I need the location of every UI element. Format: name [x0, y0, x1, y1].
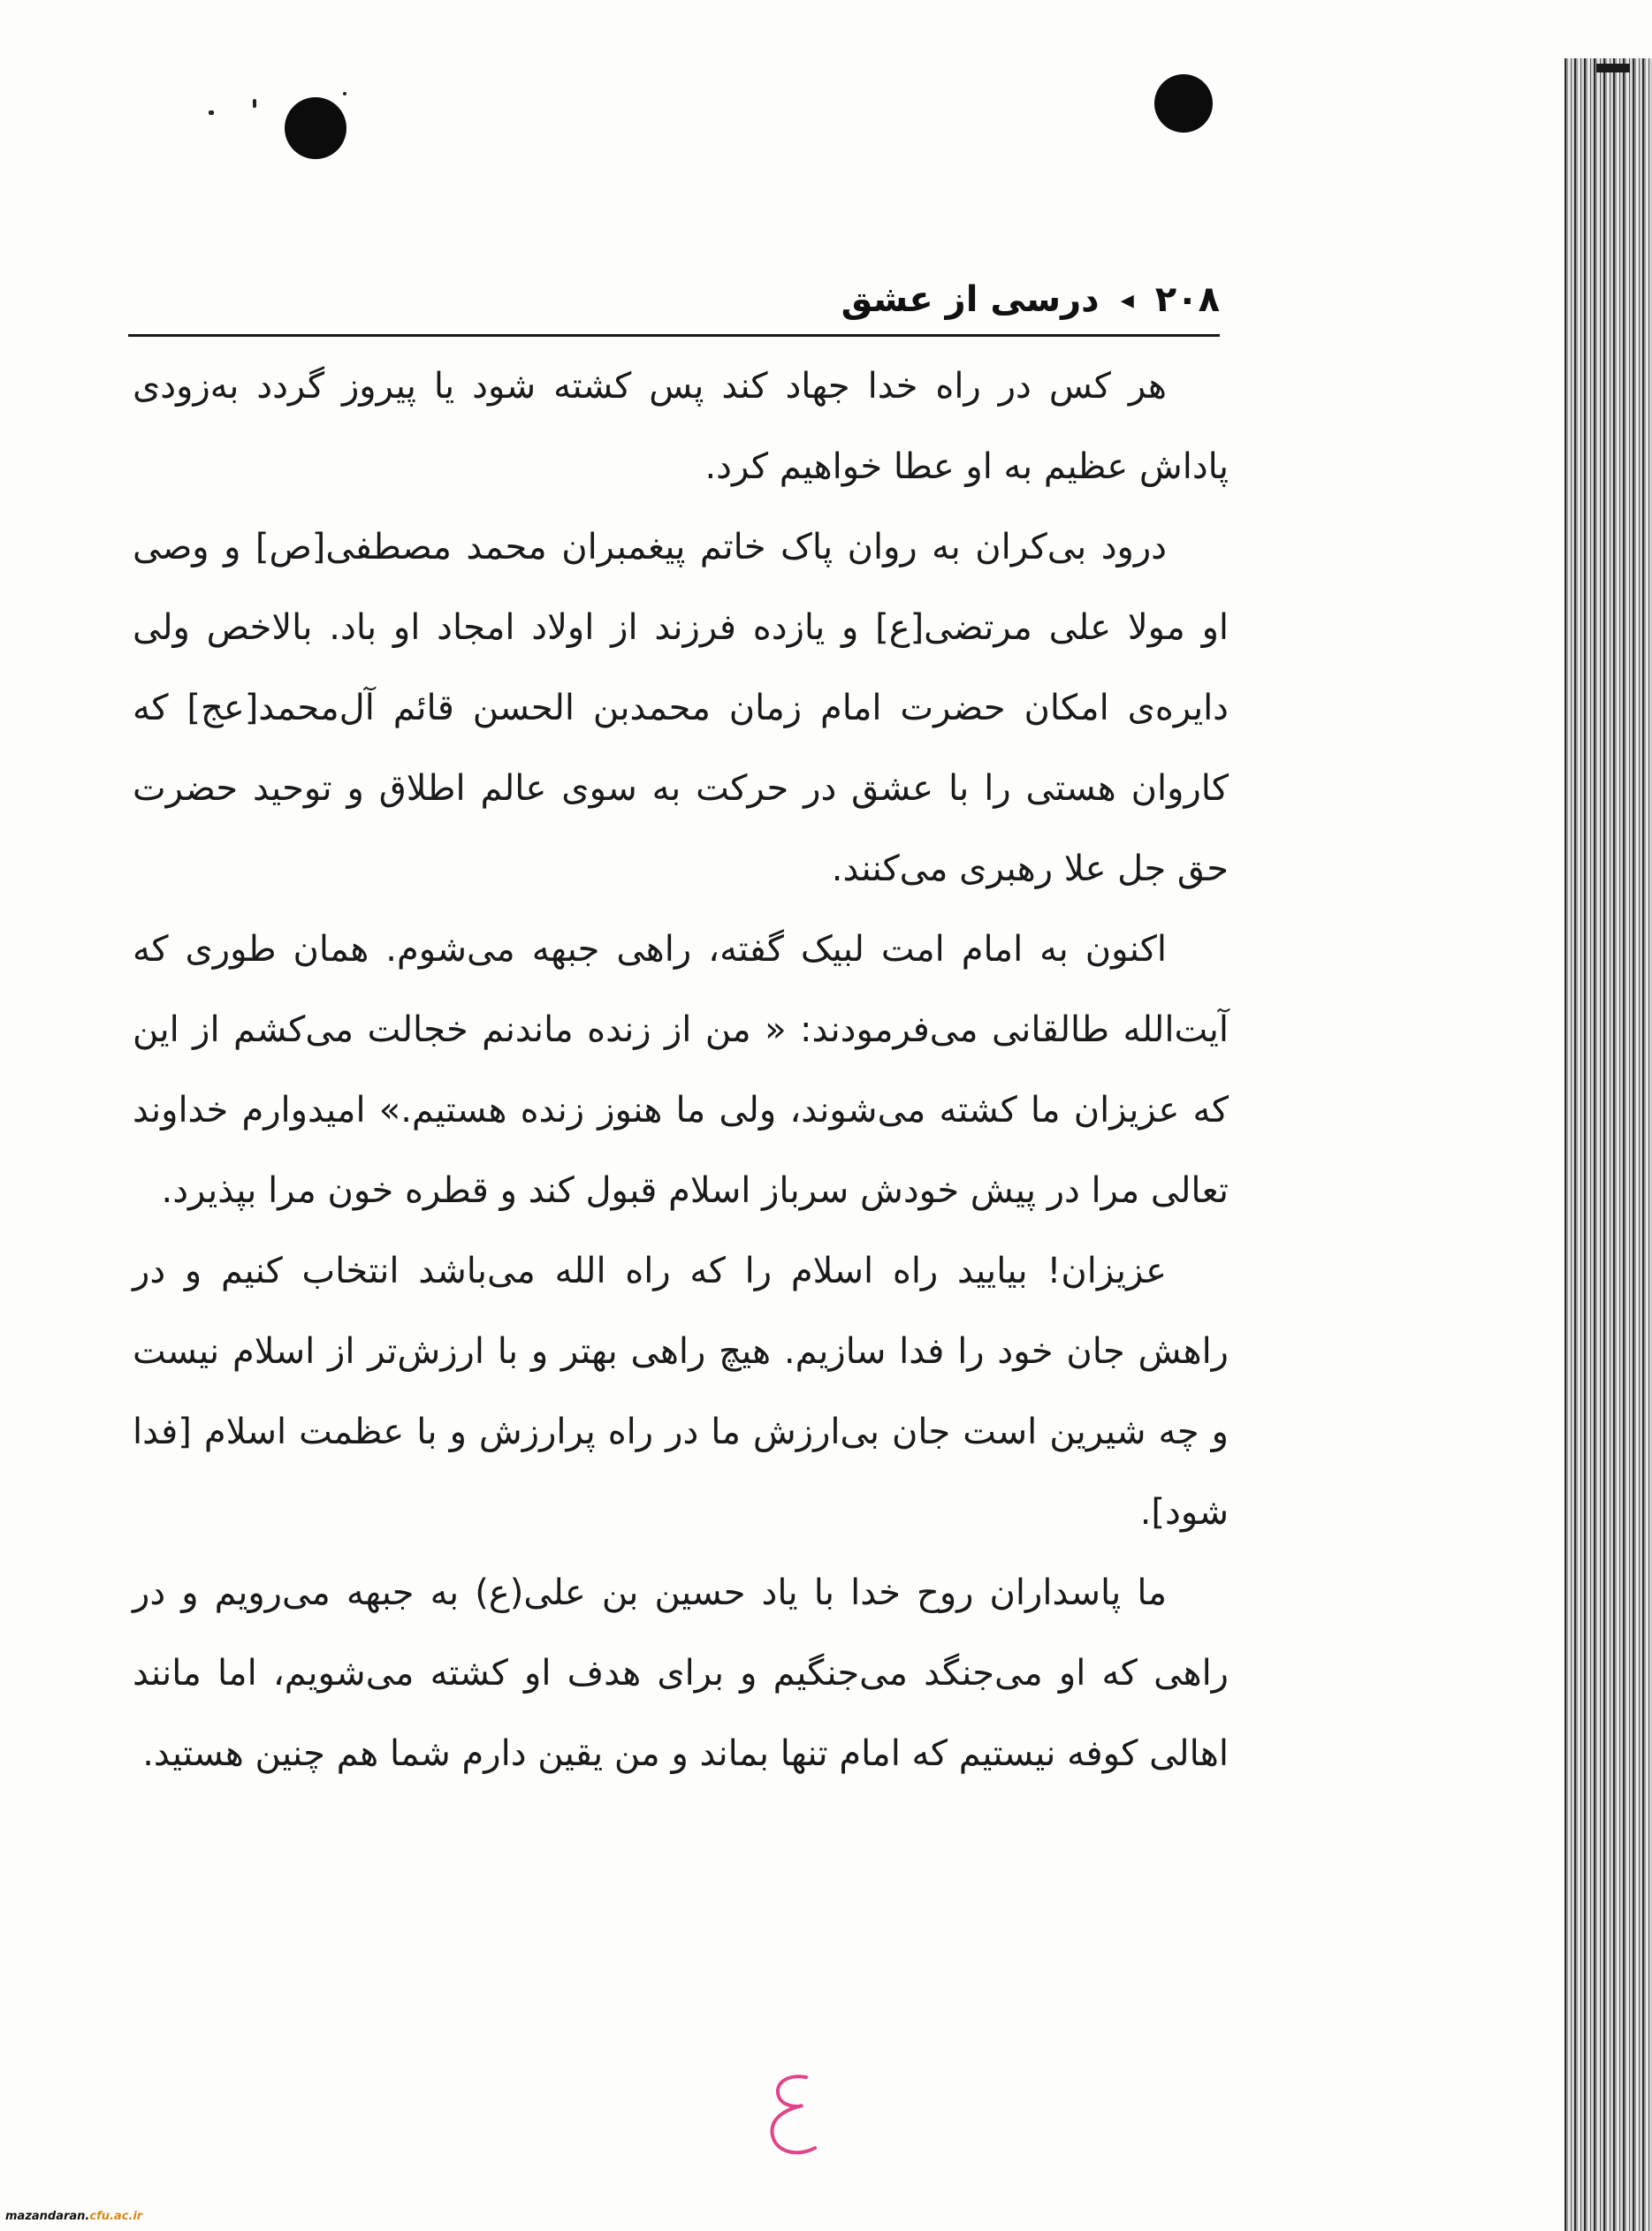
header-arrow-icon: ◂ [1120, 284, 1134, 316]
page-edge-stack [1564, 58, 1652, 2231]
paragraph: هر کس در راه خدا جهاد کند پس کشته شود یا پیروز گردد به‌زودی پاداش عظیم به او عطا خواهیم کرد. [133, 366, 1229, 487]
paragraph: عزیزان! بیایید راه اسلام را که راه الله می‌باشد انتخاب کنیم و در راهش جان خود را فدا سازیم. هیچ راهی بهتر و با ارزش‌تر از اسلام نیست و چه شیرین است جان بی‌ارزش ما در راه پرارزش و با عظمت اسلام [فدا شود]. [133, 1251, 1229, 1533]
paragraph: درود بی‌کران به روان پاک خاتم پیغمبران محمد مصطفی[ص] و وصی او مولا علی مرتضی[ع] و یازده فرزند از اولاد امجاد او باد. بالاخص ولی دایره‌ی امکان حضرت امام زمان محمدبن الحسن قائم آل‌محمد[عج] که کاروان هستی را با عشق در حرکت به سوی عالم اطلاق و توحید حضرت حق جل علا رهبری می‌کنند. [133, 527, 1229, 889]
paragraph: ما پاسداران روح خدا با یاد حسین بن علی(ع) به جبهه می‌رویم و در راهی که او می‌جنگد می‌جنگیم و برای هدف او کشته می‌شویم، اما مانند اهالی کوفه نیستیم که امام تنها بماند و من یقین دارم شما هم چنین هستید. [133, 1572, 1229, 1774]
footer-site-prefix: mazandaran. [5, 2210, 90, 2223]
scan-speck [343, 92, 346, 95]
running-header [128, 265, 1220, 337]
footer-site-suffix: cfu.ac.ir [89, 2210, 143, 2223]
paragraph: اکنون به امام امت لبیک گفته، راهی جبهه می‌شوم. همان طوری که آیت‌الله طالقانی می‌فرمودند: « من از زنده ماندنم خجالت می‌کشم از این که عزیزان ما کشته می‌شوند، ولی ما هنوز زنده هستیم.» امیدوارم خداوند تعالی مرا در پیش خودش سرباز اسلام قبول کند و قطره خون مرا بپذیرد. [133, 929, 1229, 1211]
body-text [133, 346, 1229, 1794]
page-edge-mark [1596, 64, 1630, 72]
handwritten-page-number [760, 2068, 822, 2166]
punch-hole-left [285, 97, 346, 159]
header-page-number: ۲۰۸ [1154, 279, 1220, 320]
footer-site-mark [5, 2210, 142, 2223]
scan-speck [209, 110, 214, 115]
scan-speck [253, 99, 256, 108]
punch-hole-right [1154, 74, 1213, 133]
header-book-title: درسی از عشق [841, 279, 1100, 320]
